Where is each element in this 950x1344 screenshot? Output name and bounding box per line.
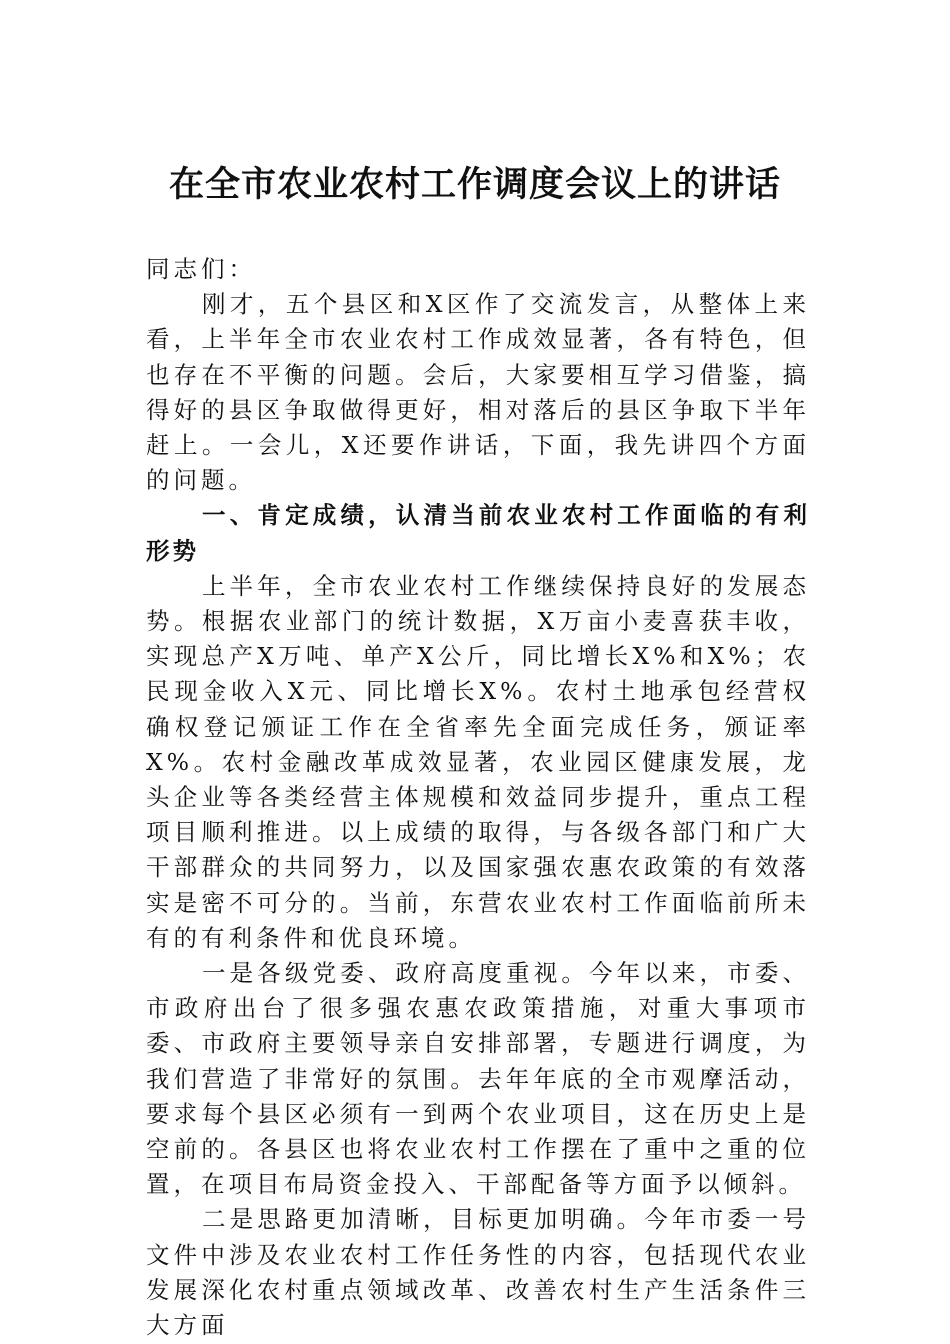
paragraph-achievements: 上半年，全市农业农村工作继续保持良好的发展态势。根据农业部门的统计数据，X万亩小麦喜获丰收，实现总产X万吨、单产X公斤，同比增长X%和X%；农民现金收入X元、同比增长X%。农村土地承包经营权确权登记颁证工作在全省率先全面完成任务，颁证率X%。农村金融改革成效显著，农业园区健康发展，龙头企业等各类经营主体规模和效益同步提升，重点工程项目顺利推进。以上成绩的取得，与各级各部门和广大干部群众的共同努力，以及国家强农惠农政策的有效落实是密不可分的。当前，东营农业农村工作面临前所未有的有利条件和优良环境。 (146, 571, 810, 952)
paragraph-point-1: 一是各级党委、政府高度重视。今年以来，市委、市政府出台了很多强农惠农政策措施，对重大事项市委、市政府主要领导亲自安排部署，专题进行调度，为我们营造了非常好的氛围。去年年底的全市观摩活动，要求每个县区必须有一到两个农业项目，这在历史上是空前的。各县区也将农业农村工作摆在了重中之重的位置，在项目布局资金投入、干部配备等方面予以倾斜。 (146, 959, 810, 1199)
salutation: 同志们： (146, 255, 256, 283)
document-title: 在全市农业农村工作调度会议上的讲话 (168, 164, 781, 205)
paragraph-point-2: 二是思路更加清晰，目标更加明确。今年市委一号文件中涉及农业农村工作任务性的内容，包括现代农业发展深化农村重点领域改革、改善农村生产生活条件三大方面 (146, 1205, 810, 1340)
document-body (146, 252, 810, 1343)
paragraph-intro: 刚才，五个县区和X区作了交流发言，从整体上来看，上半年全市农业农村工作成效显著，各有特色，但也存在不平衡的问题。会后，大家要相互学习借鉴，搞得好的县区争取做得更好，相对落后的县区争取下半年赶上。一会儿，X还要作讲话，下面，我先讲四个方面的问题。 (146, 290, 810, 495)
section-heading-1: 一、肯定成绩，认清当前农业农村工作面临的有利形势 (146, 501, 810, 565)
